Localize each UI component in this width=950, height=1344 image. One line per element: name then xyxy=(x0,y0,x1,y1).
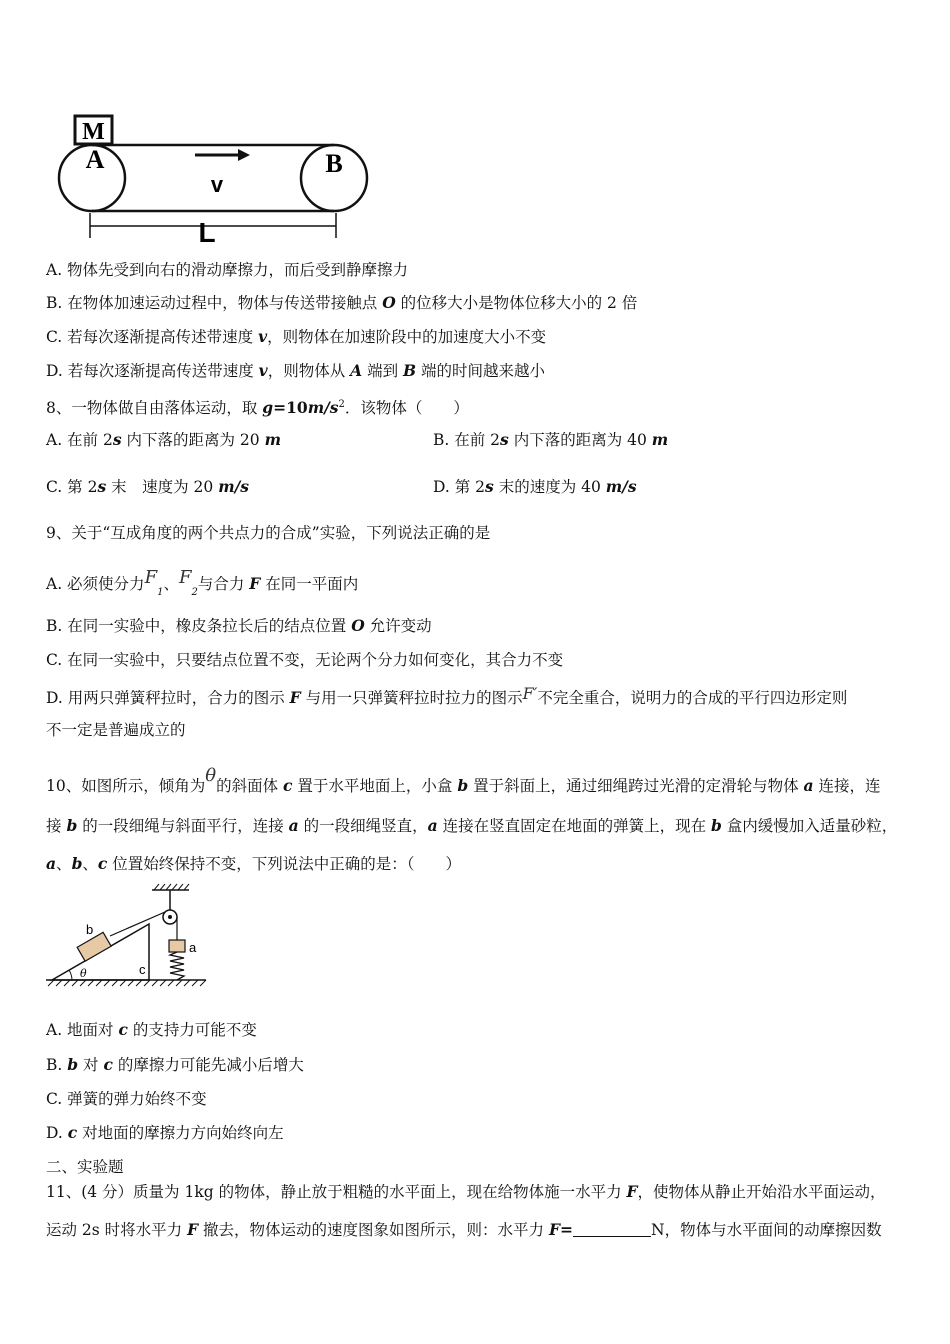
conveyor-belt-figure xyxy=(50,110,380,250)
velocity-arrow-head xyxy=(238,149,250,161)
q8-option-b: B. 在前 2s 内下落的距离为 40 m xyxy=(433,430,669,449)
q7-option-c: C. 若每次逐渐提高传述带速度 v，则物体在加速阶段中的加速度大小不变 xyxy=(46,327,547,346)
q8-option-d: D. 第 2s 末的速度为 40 m/s xyxy=(433,477,637,496)
q9-stem: 9、关于“互成角度的两个共点力的合成”实验，下列说法正确的是 xyxy=(46,524,491,542)
theta-label: θ xyxy=(80,967,87,980)
q10-option-b: B. b 对 c 的摩擦力可能先减小后增大 xyxy=(46,1055,304,1074)
q10-stem-line1: 10、如图所示，倾角为θ的斜面体 c 置于水平地面上，小盒 b 置于斜面上，通过细绳跨过光滑的定滑轮与物体 a 连接，连 xyxy=(46,765,881,795)
q9-option-b: B. 在同一实验中，橡皮条拉长后的结点位置 O 允许变动 xyxy=(46,616,432,635)
q8-option-c: C. 第 2s 末 速度为 20 m/s xyxy=(46,477,249,496)
ceiling-hatch xyxy=(154,884,189,890)
q10-stem-line2: 接 b 的一段细绳与斜面平行，连接 a 的一段细绳竖直，a 连接在竖直固定在地面的弹簧上，现在 b 盒内缓慢加入适量砂粒， xyxy=(46,816,898,835)
block-m-label: M xyxy=(82,119,105,145)
velocity-label: v xyxy=(210,172,224,197)
ground-hatch xyxy=(48,980,206,986)
pulley-b-label: B xyxy=(325,149,343,178)
q9-option-c: C. 在同一实验中，只要结点位置不变，无论两个分力如何变化，其合力不变 xyxy=(46,651,564,669)
q10-option-d: D. c 对地面的摩擦力方向始终向左 xyxy=(46,1123,284,1142)
section-heading: 二、实验题 xyxy=(46,1158,124,1176)
q10-option-a: A. 地面对 c 的支持力可能不变 xyxy=(46,1020,257,1039)
q9-option-a: A. 必须使分力$F_1$、$F_2$与合力 F 在同一平面内 xyxy=(46,567,359,598)
q7-option-d: D. 若每次逐渐提高传送带速度 v，则物体从 A 端到 B 端的时间越来越小 xyxy=(46,361,546,380)
box-a xyxy=(169,940,185,952)
length-label: L xyxy=(198,217,216,248)
label-c: c xyxy=(139,962,146,977)
q10-stem-line3: a、b、c 位置始终保持不变，下列说法中正确的是：（ ） xyxy=(46,854,462,873)
label-a: a xyxy=(189,940,197,955)
pulley-a-label: A xyxy=(85,145,105,174)
q11-line1: 11、(4 分）质量为 1kg 的物体，静止放于粗糙的水平面上，现在给物体施一水平力 F，使物体从静止开始沿水平面运动， xyxy=(46,1182,886,1201)
q11-line2: 运动 2s 时将水平力 F 撤去，物体运动的速度图象如图所示，则：水平力 F= N，物体与水平面间的动摩擦因数 xyxy=(46,1220,882,1239)
q9-option-d-line2: 不一定是普遍成立的 xyxy=(46,721,186,739)
q7-option-b: B. 在物体加速运动过程中，物体与传送带接触点 O 的位移大小是物体位移大小的 2 倍 xyxy=(46,293,638,312)
pulley-axle xyxy=(168,915,172,919)
q10-option-c: C. 弹簧的弹力始终不变 xyxy=(46,1090,207,1108)
answer-blank[interactable] xyxy=(573,1220,651,1237)
spring xyxy=(170,952,184,980)
incline-pulley-figure xyxy=(44,882,214,997)
q8-option-a: A. 在前 2s 内下落的距离为 20 m xyxy=(46,430,281,449)
label-b: b xyxy=(86,922,94,937)
q8-stem: 8、一物体做自由落体运动，取 $g=10m/s^2$．该物体（ ） xyxy=(46,398,469,417)
q7-option-a: A. 物体先受到向右的滑动摩擦力，而后受到静摩擦力 xyxy=(46,261,409,279)
q9-option-d-line1: D. 用两只弹簧秤拉时，合力的图示 F 与用一只弹簧秤拉时拉力的图示F′不完全重合，说明力的合成的平行四边形定则 xyxy=(46,684,848,707)
